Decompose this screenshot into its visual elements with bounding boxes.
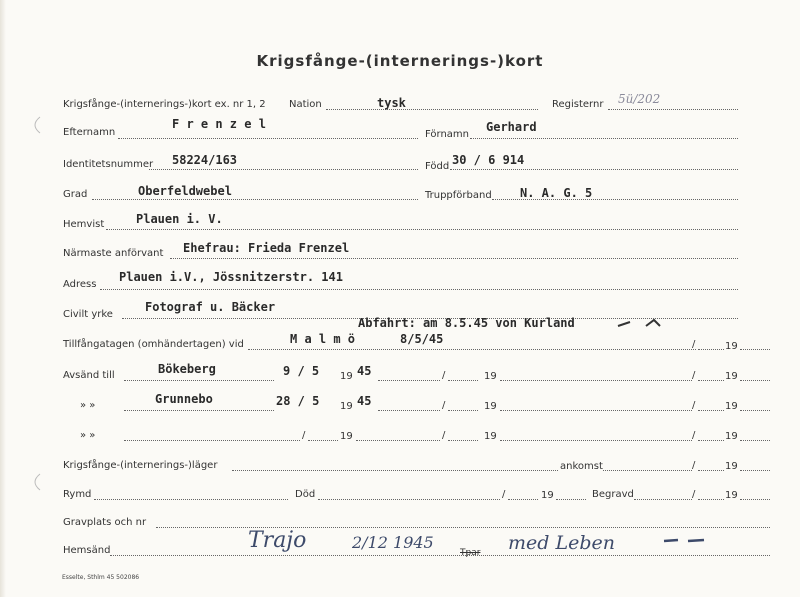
civilt-yrke-label: Civilt yrke: [63, 309, 113, 320]
tillfangatagen-place: M a l m ö: [290, 332, 356, 346]
date-slash: /: [502, 489, 506, 500]
registernr-line: [608, 109, 738, 110]
truppforband-label: Truppförband: [425, 190, 492, 201]
fornamn-label: Förnamn: [425, 129, 469, 140]
hemvist-line: [106, 229, 738, 230]
grad-label: Grad: [63, 189, 88, 200]
year-line: [740, 440, 770, 441]
avsand1-line-c: [500, 380, 692, 381]
tillfangatagen-label: Tillfångatagen (omhändertagen) vid: [63, 339, 244, 350]
year-prefix: 19: [725, 341, 738, 352]
date-slash: /: [442, 370, 446, 381]
adress-label: Adress: [63, 279, 97, 290]
efternamn-line: [118, 138, 418, 139]
fornamn-value: Gerhard: [486, 120, 537, 134]
year-prefix: 19: [484, 431, 497, 442]
ditto-mark: » »: [80, 400, 96, 411]
dash-marks-icon: [662, 536, 706, 546]
avsand2-place-line: [124, 410, 274, 411]
date-slash: /: [692, 460, 696, 471]
avsand1-year: 45: [357, 364, 372, 378]
avsand3-line-b: [448, 440, 478, 441]
card-title: Krigsfånge-(internerings-)kort: [256, 52, 544, 70]
card-ex-label: Krigsfånge-(internerings-)kort ex. nr 1, 2: [63, 99, 266, 110]
nation-value: tysk: [377, 96, 406, 110]
avsand3-line-c: [500, 440, 692, 441]
date-slash: /: [692, 370, 696, 381]
date-line: [698, 470, 724, 471]
year-line: [740, 410, 770, 411]
date-slash: /: [692, 430, 696, 441]
rymd-label: Rymd: [63, 489, 92, 500]
date-slash: /: [442, 430, 446, 441]
identitetsnummer-line: [149, 169, 418, 170]
avsand2-year: 45: [357, 394, 372, 408]
dod-date-line: [508, 499, 538, 500]
avsand2-line-c: [500, 410, 692, 411]
tillfangatagen-date: 8/5/45: [400, 332, 444, 346]
date-slash: /: [692, 339, 696, 350]
narmaste-line: [170, 258, 738, 259]
avsand2-date: 28 / 5: [276, 394, 320, 408]
punch-hole-icon: [28, 115, 44, 135]
year-line: [740, 349, 770, 350]
printer-footer: Esselte, Sthlm 45 502086: [62, 574, 140, 581]
date-slash: /: [302, 430, 306, 441]
gravplats-label: Gravplats och nr: [63, 517, 147, 528]
fornamn-line: [470, 138, 738, 139]
year-prefix: 19: [725, 401, 738, 412]
hemsand-handwriting-2: med Leben: [508, 532, 615, 554]
date-line: [698, 410, 724, 411]
year-prefix: 19: [484, 401, 497, 412]
year-line: [740, 499, 770, 500]
punch-hole-icon: [28, 472, 44, 492]
ditto-mark: » »: [80, 430, 96, 441]
avsand3-place-line: [124, 440, 300, 441]
avsand2-line-b: [448, 410, 478, 411]
adress-value: Plauen i.V., Jössnitzerstr. 141: [119, 270, 343, 284]
hemsand-handwriting-date: 2/12 1945: [352, 533, 434, 552]
year-prefix: 19: [725, 431, 738, 442]
dod-label: Död: [295, 489, 316, 500]
year-prefix: 19: [340, 401, 353, 412]
avsand-till-label: Avsänd till: [63, 370, 115, 381]
year-prefix: 19: [541, 490, 554, 501]
dod-year-line: [556, 499, 586, 500]
adress-line: [100, 289, 738, 290]
hemsand-line: [110, 555, 770, 556]
lager-line: [232, 470, 558, 471]
hemsand-handwriting-1: Trajo: [248, 528, 307, 553]
year-prefix: 19: [725, 461, 738, 472]
date-slash: /: [692, 489, 696, 500]
registernr-value: 5ü/202: [618, 92, 661, 106]
avsand3-date-line: [308, 440, 338, 441]
year-prefix: 19: [725, 371, 738, 382]
paper-edge: [0, 0, 6, 597]
avsand2-place: Grunnebo: [155, 392, 213, 406]
fodd-label: Född: [425, 161, 450, 172]
year-prefix: 19: [725, 490, 738, 501]
date-line: [698, 349, 724, 350]
year-prefix: 19: [340, 431, 353, 442]
abfahrt-note: Abfahrt: am 8.5.45 von Kurland: [358, 316, 575, 330]
fodd-line: [450, 169, 738, 170]
nation-line: [326, 109, 538, 110]
year-line: [740, 380, 770, 381]
dod-line: [318, 499, 500, 500]
lager-label: Krigsfånge-(internerings-)läger: [63, 460, 218, 471]
efternamn-value: F r e n z e l: [172, 117, 266, 131]
avsand1-date: 9 / 5: [283, 364, 320, 378]
date-line: [698, 499, 724, 500]
ankomst-line: [603, 470, 692, 471]
date-line: [698, 440, 724, 441]
efternamn-label: Efternamn: [63, 127, 116, 138]
begravd-line: [634, 499, 692, 500]
identitetsnummer-value: 58224/163: [172, 153, 238, 167]
registernr-label: Registernr: [552, 99, 604, 110]
avsand1-line-b: [448, 380, 478, 381]
dash-marks-icon: [616, 318, 662, 330]
civilt-yrke-value: Fotograf u. Bäcker: [145, 300, 276, 314]
identitetsnummer-label: Identitetsnummer: [63, 159, 154, 170]
hemsand-struck-text: Tpar: [460, 548, 481, 558]
hemvist-value: Plauen i. V.: [136, 212, 223, 226]
grad-line: [92, 199, 418, 200]
rymd-line: [94, 499, 288, 500]
narmaste-label: Närmaste anförvant: [63, 248, 164, 259]
date-slash: /: [692, 400, 696, 411]
avsand1-line-a: [378, 380, 440, 381]
avsand1-place-line: [124, 380, 274, 381]
year-prefix: 19: [340, 371, 353, 382]
avsand2-line-a: [378, 410, 440, 411]
hemsand-label: Hemsänd: [63, 545, 111, 556]
hemvist-label: Hemvist: [63, 219, 105, 230]
fodd-value: 30 / 6 914: [452, 153, 525, 167]
year-prefix: 19: [484, 371, 497, 382]
date-slash: /: [442, 400, 446, 411]
avsand3-line-a: [356, 440, 440, 441]
truppforband-value: N. A. G. 5: [520, 186, 593, 200]
nation-label: Nation: [289, 99, 322, 110]
narmaste-value: Ehefrau: Frieda Frenzel: [183, 241, 350, 255]
date-line: [698, 380, 724, 381]
grad-value: Oberfeldwebel: [138, 184, 232, 198]
ankomst-label: ankomst: [560, 461, 603, 472]
year-line: [740, 470, 770, 471]
avsand1-place: Bökeberg: [158, 362, 216, 376]
begravd-label: Begravd: [592, 489, 634, 500]
tillfangatagen-line: [248, 349, 696, 350]
